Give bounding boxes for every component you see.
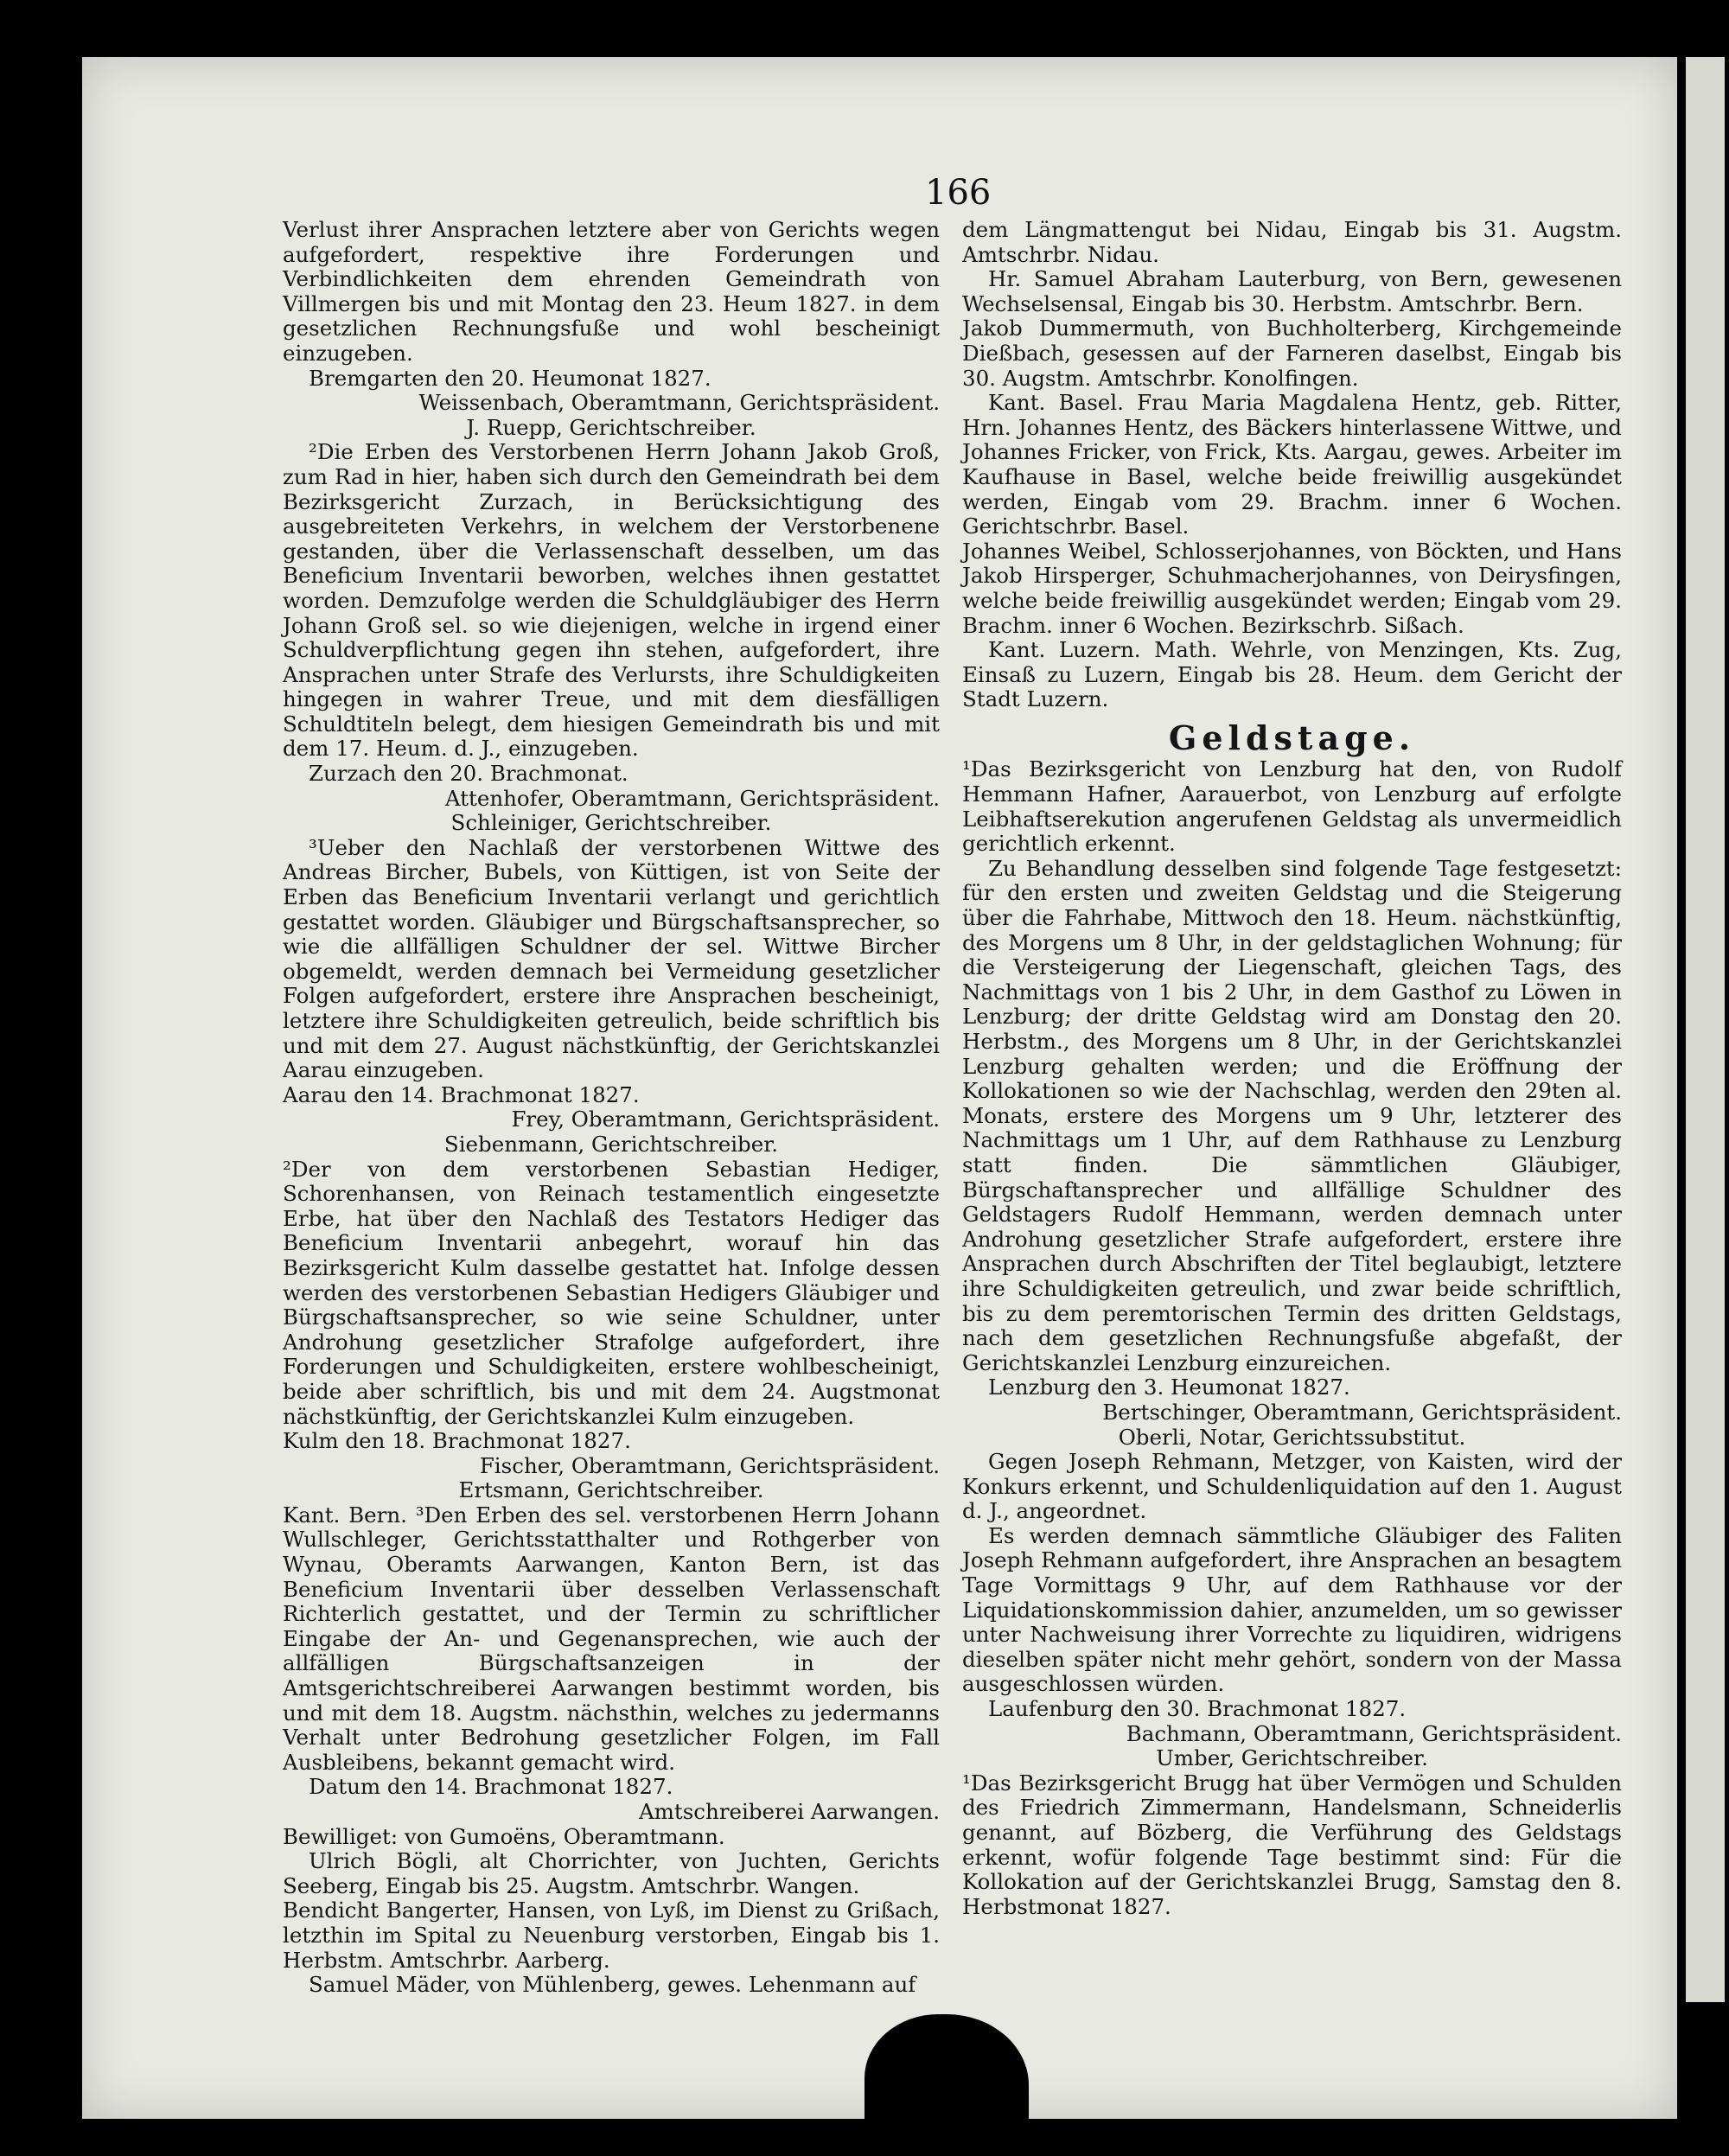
paragraph: Es werden demnach sämmtliche Gläubiger des Faliten Joseph Rehmann aufgefordert, ihre Ansprachen an besagtem Tage Vormittags 9 Uhr, auf dem Rathhause vor der Liquidationskommission dahier, anzumelden, um so gewisser unter Nachweisung ihrer Vorrechte zu liquidiren, widrigens dieselben später nicht mehr gehört, sondern von der Massa ausgeschlossen würden.	[962, 1522, 1622, 1697]
paragraph: ¹Das Bezirksgericht Brugg hat über Vermögen und Schulden des Friedrich Zimmermann, Handelsmann, Schneiderlis genannt, auf Bözberg, die Verführung des Geldstags erkennt, wofür folgende Tage bestimmt sind: Für die Kollokation auf der Gerichtskanzlei Brugg, Samstag den 8. Herbstmonat 1827.	[962, 1770, 1622, 1919]
paragraph: Frey, Oberamtmann, Gerichtspräsident.	[511, 1107, 940, 1132]
paragraph: Kant. Bern. ³Den Erben des sel. verstorbenen Herrn Johann Wullschleger, Gerichtsstatthalter und Rothgerber von Wynau, Oberamts Aarwangen, Kanton Bern, ist das Beneficium Inventarii über desselben Verlassenschaft Richterlich gestattet, und der Termin zu schriftlicher Eingabe der An- und Gegenansprechen, wie auch der allfälligen Bürgschaftsanzeigen in der Amtsgerichtschreiberei Aarwangen bestimmt worden, bis und mit dem 18. Augstm. nächsthin, welches zu jedermanns Verhalt unter Bedrohung gesetzlicher Folgen, im Fall Ausbleibens, bekannt gemacht wird.	[283, 1502, 940, 1775]
page-number: 166	[925, 173, 992, 213]
paragraph: Gegen Joseph Rehmann, Metzger, von Kaisten, wird der Konkurs erkennt, und Schuldenliquidation auf den 1. August d. J., angeordnet.	[962, 1449, 1622, 1524]
paragraph: ²Der von dem verstorbenen Sebastian Hediger, Schorenhansen, von Reinach testamentlich eingesetzte Erbe, hat über den Nachlaß des Testators Hediger das Beneficium Inventarii anbegehrt, worauf hin das Bezirksgericht Kulm dasselbe gestattet hat. Infolge dessen werden des verstorbenen Sebastian Hedigers Gläubiger und Bürgschaftsansprecher, so wie seine Schuldner, unter Androhung gesetzlicher Strafolge aufgefordert, ihre Forderungen und Schuldigkeiten, erstere wohlbescheinigt, beide aber schriftlich, bis und mit dem 24. Augstmonat nächstkünftig, der Gerichtskanzlei Kulm einzugeben.	[283, 1156, 940, 1429]
paragraph: Umber, Gerichtschreiber.	[1156, 1745, 1428, 1771]
section-heading: Geldstage.	[1168, 718, 1416, 757]
paragraph: ²Die Erben des Verstorbenen Herrn Johann Jakob Groß, zum Rad in hier, haben sich durch den Gemeindrath bei dem Bezirksgericht Zurzach, in Berücksichtigung des ausgebreiteten Verkehrs, in welchem der Verstorbenene gestanden, über die Verlassenschaft desselben, um das Beneficium Inventarii beworben, welches ihnen gestattet worden. Demzufolge werden die Schuldgläubiger des Herrn Johann Groß sel. so wie diejenigen, welche in irgend einer Schuldverpflichtung gegen ihn stehen, aufgefordert, ihre Ansprachen unter Strafe des Verlursts, ihre Schuldigkeiten hingegen in wahrer Treue, und mit dem diesfälligen Schuldtiteln belegt, dem hiesigen Gemeindrath bis und mit dem 17. Heum. d. J., einzugeben.	[283, 439, 940, 762]
paragraph: Siebenmann, Gerichtschreiber.	[443, 1131, 779, 1157]
paragraph: Attenhofer, Oberamtmann, Gerichtspräsident.	[444, 785, 940, 811]
paragraph: Fischer, Oberamtmann, Gerichtspräsident.	[479, 1452, 940, 1478]
paragraph: Ertsmann, Gerichtschreiber.	[458, 1477, 764, 1503]
left-column	[283, 218, 940, 1998]
paragraph: Datum den 14. Brachmonat 1827.	[309, 1774, 673, 1800]
paragraph: Lenzburg den 3. Heumonat 1827.	[988, 1375, 1350, 1400]
paragraph: Bendicht Bangerter, Hansen, von Lyß, im Dienst zu Grißach, letzthin im Spital zu Neuenburg verstorben, Eingab bis 1. Herbstm. Amtschrbr. Aarberg.	[283, 1898, 940, 1973]
paragraph: Bremgarten den 20. Heumonat 1827.	[309, 365, 711, 391]
paragraph: Johannes Weibel, Schlosserjohannes, von Böckten, und Hans Jakob Hirsperger, Schuhmacherjohannes, von Deirysfingen, welche beide freiwillig ausgekündet werden; Eingab vom 29. Brachm. inner 6 Wochen. Bezirkschrb. Sißach.	[962, 538, 1622, 638]
paragraph: Jakob Dummermuth, von Buchholterberg, Kirchgemeinde Dießbach, gesessen auf der Farneren daselbst, Eingab bis 30. Augstm. Amtschrbr. Konolfingen.	[962, 316, 1622, 391]
paragraph: ¹Das Bezirksgericht von Lenzburg hat den, von Rudolf Hemmann Hafner, Aarauerbot, von Lenzburg auf erfolgte Leibhaftserekution angerufenen Geldstag als unvermeidlich gerichtlich erkennt.	[962, 756, 1622, 857]
paragraph: ³Ueber den Nachlaß der verstorbenen Wittwe des Andreas Bircher, Bubels, von Küttigen, ist von Seite der Erben das Beneficium Inventarii verlangt und gerichtlich gestattet worden. Gläubiger und Bürgschaftsansprecher, so wie die allfälligen Schuldner der sel. Wittwe Bircher obgemeldt, werden demnach bei Vermeidung gesetzlicher Folgen aufgefordert, erstere ihre Ansprachen bescheinigt, letztere ihre Schuldigkeiten getreulich, beide schriftlich bis und mit dem 27. August nächstkünftig, der Gerichtskanzlei Aarau einzugeben.	[283, 834, 940, 1083]
paragraph: dem Längmattengut bei Nidau, Eingab bis 31. Augstm. Amtschrbr. Nidau.	[962, 217, 1622, 267]
paragraph: Zurzach den 20. Brachmonat.	[309, 761, 628, 787]
paragraph: Hr. Samuel Abraham Lauterburg, von Bern, gewesenen Wechselsensal, Eingab bis 30. Herbstm. Amtschrbr. Bern.	[962, 266, 1622, 316]
paragraph: Kulm den 18. Brachmonat 1827.	[283, 1428, 631, 1454]
paragraph: Schleiniger, Gerichtschreiber.	[450, 810, 772, 836]
paragraph: Laufenburg den 30. Brachmonat 1827.	[988, 1696, 1407, 1722]
paragraph: Ulrich Bögli, alt Chorrichter, von Juchten, Gerichts Seeberg, Eingab bis 25. Augstm. Amtschrbr. Wangen.	[283, 1848, 940, 1898]
paragraph: Samuel Mäder, von Mühlenberg, gewes. Lehenmann auf	[309, 1972, 916, 1998]
paragraph: Aarau den 14. Brachmonat 1827.	[283, 1081, 640, 1107]
torn-paper-hole	[864, 2014, 1029, 2156]
paragraph: Oberli, Notar, Gerichtssubstitut.	[1118, 1424, 1466, 1450]
paragraph: Bewilliget: von Gumoëns, Oberamtmann.	[283, 1823, 725, 1849]
paragraph: Kant. Luzern. Math. Wehrle, von Menzingen, Kts. Zug, Einsaß zu Luzern, Eingab bis 28. Heum. dem Gericht der Stadt Luzern.	[962, 637, 1622, 712]
paragraph: Kant. Basel. Frau Maria Magdalena Hentz, geb. Ritter, Hrn. Johannes Hentz, des Bäckers hinterlassene Wittwe, und Johannes Fricker, von Frick, Kts. Aargau, gewes. Arbeiter im Kaufhause in Basel, welche beide freiwillig ausgekündet werden, Eingab vom 29. Brachm. inner 6 Wochen. Gerichtschrbr. Basel.	[962, 390, 1622, 539]
paragraph: Amtschreiberei Aarwangen.	[638, 1799, 940, 1824]
paragraph: Verlust ihrer Ansprachen letztere aber von Gerichts wegen aufgefordert, respektive ihre Forderungen und Verbindlichkeiten dem ehrenden Gemeindrath von Villmergen bis und mit Montag den 23. Heum 1827. in dem gesetzlichen Rechnungsfuße und wohl bescheinigt einzugeben.	[283, 217, 940, 366]
right-column	[962, 218, 1622, 1919]
paragraph: Weissenbach, Oberamtmann, Gerichtspräsident.	[418, 390, 940, 416]
paragraph: Bertschinger, Oberamtmann, Gerichtspräsident.	[1102, 1399, 1622, 1425]
paragraph: Zu Behandlung desselben sind folgende Tage festgesetzt: für den ersten und zweiten Geldstag und die Steigerung über die Fahrhabe, Mittwoch den 18. Heum. nächstkünftig, des Morgens um 8 Uhr, in der geldstaglichen Wohnung; für die Versteigerung der Liegenschaft, gleichen Tags, des Nachmittags von 1 bis 2 Uhr, in dem Gasthof zu Löwen in Lenzburg; der dritte Geldstag wird am Donstag den 20. Herbstm., des Morgens um 8 Uhr, in der Gerichtskanzlei Lenzburg gehalten werden; und die Eröffnung der Kollokationen so wie der Nachschlag, werden den 29ten al. Monats, erstere des Morgens um 9 Uhr, letzterer des Nachmittags um 1 Uhr, auf dem Rathhause zu Lenzburg statt finden. Die sämmtlichen Gläubiger, Bürgschaftansprecher und allfällige Schuldner des Geldstagers Rudolf Hemmann, werden demnach unter Androhung gesetzlicher Strafe aufgefordert, erstere ihre Ansprachen durch Abschriften der Titel beglaubigt, letztere ihre Schuldigkeiten getreulich, und zwar beide schriftlich, bis zu dem peremtorischen Termin des dritten Geldstags, nach dem gesetzlichen Rechnungsfuße abgefaßt, der Gerichtskanzlei Lenzburg einzureichen.	[962, 855, 1622, 1375]
adjacent-page-edge	[1686, 57, 1725, 2002]
paragraph: Bachmann, Oberamtmann, Gerichtspräsident.	[1126, 1720, 1622, 1746]
paragraph: J. Ruepp, Gerichtschreiber.	[466, 414, 756, 440]
